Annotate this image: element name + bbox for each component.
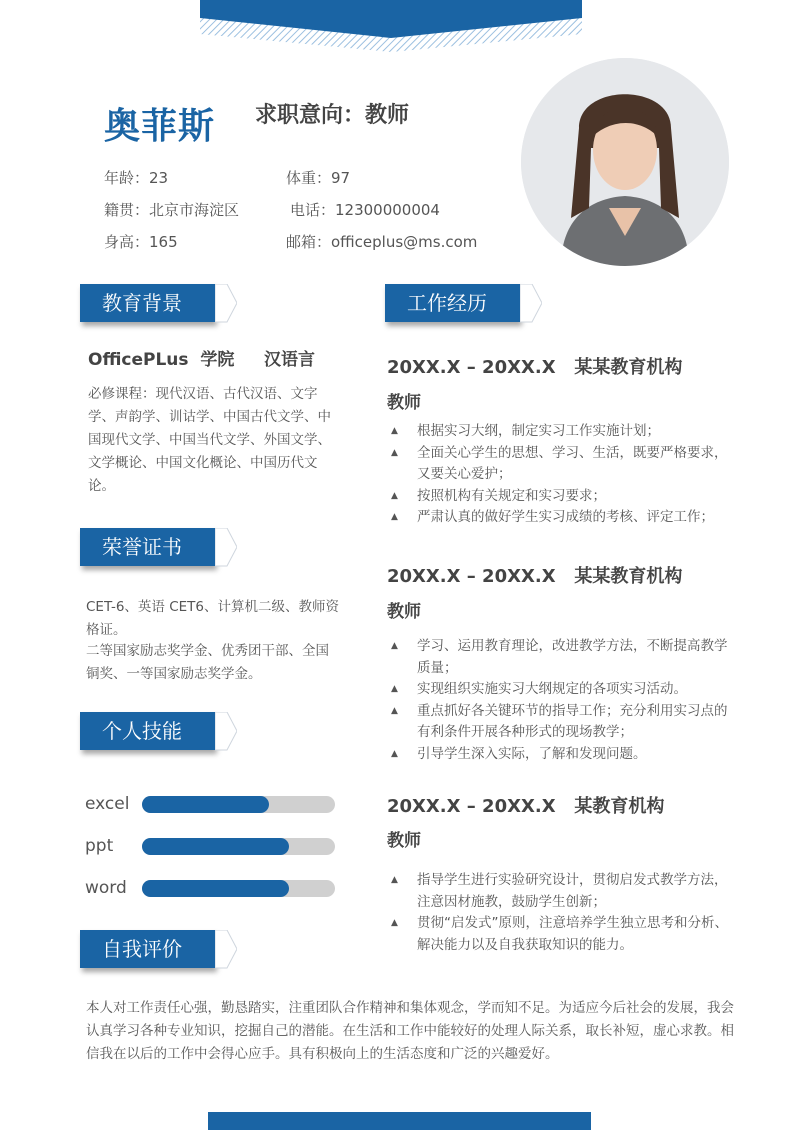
- info-email: 邮箱：officeplus@ms.com: [286, 233, 478, 251]
- job-3-role: 教师: [387, 831, 421, 851]
- job-1-org: 某某教育机构: [574, 357, 683, 378]
- triangle-bullet-icon: ▲: [391, 875, 398, 885]
- job-2-header: [387, 562, 682, 588]
- honors-awards: 二等国家励志奖学金、优秀团干部、全国铜奖、一等国家励志奖学金。: [86, 643, 329, 682]
- tag-arrow-icon: [215, 712, 237, 752]
- triangle-bullet-icon: ▲: [391, 684, 398, 694]
- education-school: OfficePLus 学院 汉语言: [88, 350, 315, 370]
- skill-bar-fill: [142, 838, 289, 855]
- triangle-bullet-icon: ▲: [391, 447, 398, 458]
- education-courses: 必修课程：现代汉语、古代汉语、文字学、声韵学、训诂学、中国古代文学、中国现代文学、中国当代文学、外国文学、文学概论、中国文化概论、中国历代文论。: [88, 386, 331, 494]
- profile-photo: [521, 58, 729, 266]
- skill-bar-track: [142, 796, 335, 813]
- job-1-period: 20XX.X – 20XX.X: [387, 357, 556, 378]
- list-item: ▲ 严肃认真的做好学生实习成绩的考核、评定工作；: [387, 507, 737, 529]
- job-3-period: 20XX.X – 20XX.X: [387, 796, 556, 817]
- tag-arrow-icon: [215, 528, 237, 568]
- skill-label: ppt: [85, 836, 114, 856]
- skill-bar-track: [142, 838, 335, 855]
- triangle-bullet-icon: ▲: [391, 512, 398, 522]
- section-skills-title: 个人技能: [80, 712, 215, 750]
- list-item: ▲ 按照机构有关规定和实习要求；: [387, 486, 737, 508]
- candidate-name: 奥菲斯: [104, 106, 216, 147]
- job-intent: 求职意向：教师: [255, 103, 410, 128]
- job-2-role: 教师: [387, 602, 421, 622]
- job-1-header: [387, 353, 682, 379]
- list-item: ▲ 贯彻“启发式”原则，注意培养学生独立思考和分析、解决能力以及自我获取知识的能力。: [391, 915, 728, 953]
- tag-arrow-icon: [215, 284, 237, 324]
- list-item: ▲ 重点抓好各关键环节的指导工作；充分利用实习点的有利条件开展各种形式的现场教学；: [391, 702, 728, 740]
- job-3-duties: [387, 870, 737, 956]
- tag-arrow-icon: [215, 930, 237, 970]
- self-evaluation-text: 本人对工作责任心强，勤恳踏实，注重团队合作精神和集体观念，学而知不足。为适应今后社会的发展，我会认真学习各种专业知识，挖掘自己的潜能。在生活和工作中能较好的处理人际关系，取长补短，虚心求教。相信我在以后的工作中会得心应手。具有积极向上的生活态度和广泛的兴趣爱好。: [86, 1000, 734, 1062]
- triangle-bullet-icon: ▲: [391, 918, 398, 928]
- info-phone: 电话：12300000004: [290, 201, 440, 219]
- section-honors-title: 荣誉证书: [80, 528, 215, 566]
- honors-certificates: CET-6、英语 CET6、计算机二级、教师资格证。: [86, 599, 340, 638]
- info-height: 身高：165: [104, 233, 178, 251]
- job-2-org: 某某教育机构: [574, 566, 683, 587]
- section-work-title: 工作经历: [385, 284, 520, 322]
- job-2-duties: [387, 636, 737, 765]
- triangle-bullet-icon: ▲: [391, 748, 398, 759]
- list-item: ▲ 指导学生进行实验研究设计，贯彻启发式教学方法，注意因材施教，鼓励学生创新；: [391, 872, 728, 910]
- skill-bar-fill: [142, 796, 269, 813]
- tag-arrow-icon: [520, 284, 542, 324]
- job-2-period: 20XX.X – 20XX.X: [387, 566, 556, 587]
- top-banner: [200, 0, 582, 52]
- list-item: ▲ 根据实习大纲，制定实习工作实施计划；: [387, 421, 737, 443]
- skill-label: excel: [85, 794, 130, 814]
- bottom-bar: [208, 1112, 591, 1130]
- skill-label: word: [85, 878, 127, 898]
- info-origin: 籍贯：北京市海淀区: [104, 201, 240, 219]
- job-3-org: 某教育机构: [574, 796, 665, 817]
- job-1-duties: [387, 421, 737, 529]
- skill-bar-track: [142, 880, 335, 897]
- section-education-title: 教育背景: [80, 284, 215, 322]
- job-3-header: [387, 792, 664, 818]
- triangle-bullet-icon: ▲: [391, 490, 398, 501]
- triangle-bullet-icon: ▲: [391, 426, 398, 436]
- list-item: ▲ 全面关心学生的思想、学习、生活，既要严格要求，又要关心爱护；: [391, 444, 728, 482]
- info-age: 年龄：23: [104, 169, 169, 187]
- section-self-eval-title: 自我评价: [80, 930, 215, 968]
- skill-bar-fill: [142, 880, 289, 897]
- job-1-role: 教师: [387, 393, 421, 413]
- list-item: ▲ 引导学生深入实际，了解和发现问题。: [387, 744, 737, 766]
- triangle-bullet-icon: ▲: [391, 641, 398, 651]
- list-item: ▲ 实现组织实施实习大纲规定的各项实习活动。: [387, 679, 737, 701]
- info-weight: 体重：97: [286, 169, 351, 187]
- triangle-bullet-icon: ▲: [391, 705, 398, 716]
- list-item: ▲ 学习、运用教育理论，改进教学方法，不断提高教学质量；: [391, 638, 728, 676]
